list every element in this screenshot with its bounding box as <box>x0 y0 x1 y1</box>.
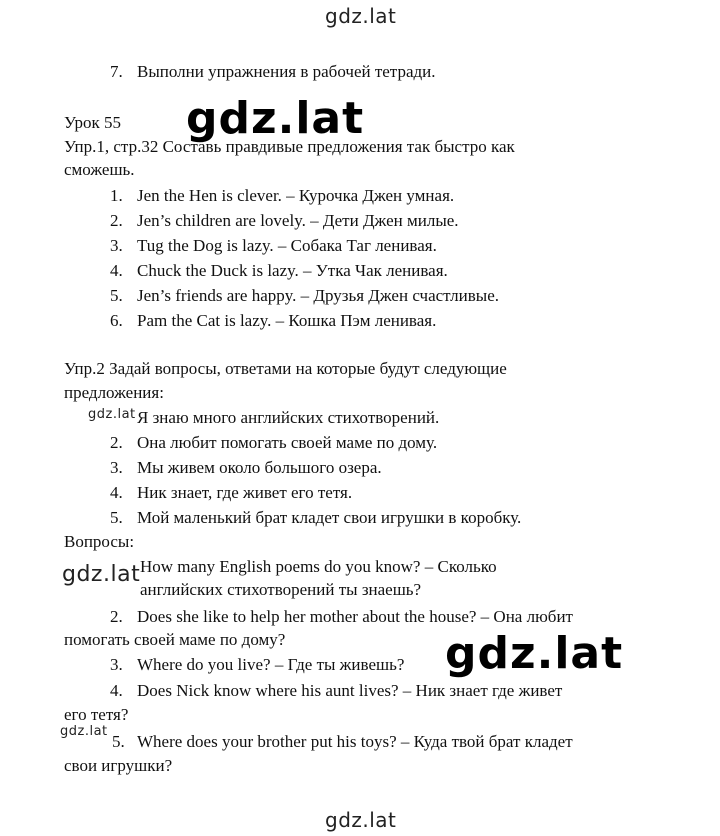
watermark-large-1: gdz.lat <box>186 93 365 144</box>
ex1-item-text: Jen the Hen is clever. – Курочка Джен умная. <box>137 186 455 205</box>
watermark-bottom: gdz.lat <box>325 808 397 832</box>
prev-item-number: 7. <box>110 62 123 81</box>
ex1-item-number: 6. <box>110 311 123 330</box>
watermark-small-1: gdz.lat <box>88 407 136 422</box>
question-number: 2. <box>110 607 123 626</box>
ex2-statement-text: Она любит помогать своей маме по дому. <box>137 433 438 452</box>
question-text: Does Nick know where his aunt lives? – Ник знает где живет <box>137 681 563 700</box>
ex1-item-text: Tug the Dog is lazy. – Собака Таг ленивая. <box>137 236 437 255</box>
ex1-item-number: 1. <box>110 186 123 205</box>
exercise-1-title-cont: сможешь. <box>64 160 135 179</box>
ex2-statement-text: Ник знает, где живет его тетя. <box>137 483 353 502</box>
questions-label: Вопросы: <box>64 532 135 551</box>
ex1-item-text: Jen’s friends are happy. – Друзья Джен счастливые. <box>137 286 499 305</box>
ex1-item-text: Pam the Cat is lazy. – Кошка Пэм ленивая. <box>137 311 437 330</box>
question-text-cont: помогать своей маме по дому? <box>64 630 286 649</box>
ex2-statement-text: Мы живем около большого озера. <box>137 458 382 477</box>
ex1-item-number: 4. <box>110 261 123 280</box>
ex1-item-number: 5. <box>110 286 123 305</box>
ex2-statement-number: 3. <box>110 458 123 477</box>
watermark-medium: gdz.lat <box>62 562 141 587</box>
question-text: Does she like to help her mother about the house? – Она любит <box>137 607 573 626</box>
ex2-statement-text: Мой маленький брат кладет свои игрушки в коробку. <box>137 508 522 527</box>
question-text-cont: английских стихотворений ты знаешь? <box>140 580 422 599</box>
ex2-statement-number: 5. <box>110 508 123 527</box>
question-number: 4. <box>110 681 123 700</box>
question-number: 5. <box>112 732 125 751</box>
watermark-small-2: gdz.lat <box>60 724 108 739</box>
watermark-top: gdz.lat <box>325 4 397 28</box>
ex1-item-number: 3. <box>110 236 123 255</box>
question-number: 3. <box>110 655 123 674</box>
question-text-cont: его тетя? <box>64 705 129 724</box>
ex2-statement-number: 4. <box>110 483 123 502</box>
ex1-item-text: Jen’s children are lovely. – Дети Джен милые. <box>137 211 459 230</box>
question-text: Where does your brother put his toys? – Куда твой брат кладет <box>137 732 573 751</box>
exercise-1-title: Упр.1, стр.32 Составь правдивые предложения так быстро как <box>64 137 515 156</box>
watermark-large-2: gdz.lat <box>445 628 624 679</box>
question-text: Where do you live? – Где ты живешь? <box>137 655 405 674</box>
exercise-2-title-cont: предложения: <box>64 383 164 402</box>
ex1-item-number: 2. <box>110 211 123 230</box>
lesson-title: Урок 55 <box>64 113 122 132</box>
ex2-statement-number: 2. <box>110 433 123 452</box>
prev-item-text: Выполни упражнения в рабочей тетради. <box>137 62 436 81</box>
question-text-cont: свои игрушки? <box>64 756 173 775</box>
ex1-item-text: Chuck the Duck is lazy. – Утка Чак ленивая. <box>137 261 448 280</box>
exercise-2-title: Упр.2 Задай вопросы, ответами на которые будут следующие <box>64 359 507 378</box>
question-text: How many English poems do you know? – Сколько <box>140 557 497 576</box>
ex2-statement-text: Я знаю много английских стихотворений. <box>137 408 440 427</box>
